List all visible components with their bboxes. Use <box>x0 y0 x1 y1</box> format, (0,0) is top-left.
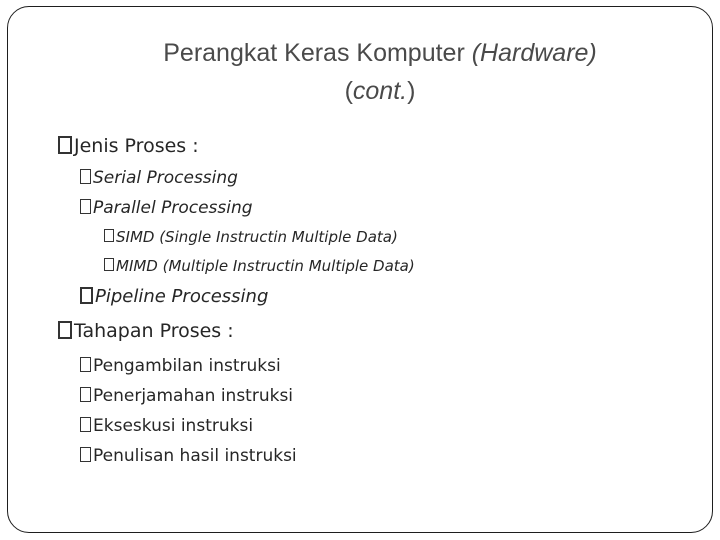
square-bullet-icon <box>80 199 91 214</box>
item-text: Ekseskusi instruksi <box>93 416 254 436</box>
square-bullet-icon <box>80 387 91 402</box>
title-italic: (Hardware) <box>471 39 597 67</box>
title-text: Perangkat Keras Komputer <box>163 39 472 67</box>
item-text: MIMD (Multiple Instructin Multiple Data) <box>116 257 415 275</box>
list-item <box>80 286 268 307</box>
item-text: Pengambilan instruksi <box>93 356 281 376</box>
square-bullet-icon <box>58 321 72 339</box>
list-item <box>80 446 297 466</box>
item-text: Penulisan hasil instruksi <box>93 446 297 466</box>
item-text: Penerjamahan instruksi <box>93 386 294 406</box>
square-bullet-icon <box>58 136 72 154</box>
square-bullet-icon <box>104 229 114 242</box>
title-paren-close: ) <box>407 77 416 105</box>
list-item <box>58 135 199 157</box>
square-bullet-icon <box>104 258 114 271</box>
list-item <box>80 416 253 436</box>
item-suffix: : <box>186 135 199 157</box>
square-bullet-icon <box>80 287 93 304</box>
item-text: Tahapan Proses <box>74 320 222 342</box>
item-suffix: : <box>221 320 234 342</box>
title-cont: cont. <box>352 77 408 105</box>
list-item <box>104 257 415 275</box>
square-bullet-icon <box>80 447 91 462</box>
item-text: Pipeline Processing <box>95 286 269 307</box>
square-bullet-icon <box>80 417 91 432</box>
list-item <box>80 386 293 406</box>
item-text: SIMD (Single Instructin Multiple Data) <box>116 228 398 246</box>
list-item <box>104 228 398 246</box>
list-item <box>58 320 234 342</box>
list-item <box>80 198 253 218</box>
list-item <box>80 168 238 188</box>
list-item <box>80 356 281 376</box>
title-paren-open: ( <box>344 77 353 105</box>
square-bullet-icon <box>80 357 91 372</box>
item-text: Jenis Proses <box>74 135 187 157</box>
item-text: Parallel Processing <box>93 198 253 218</box>
square-bullet-icon <box>80 169 91 184</box>
item-text: Serial Processing <box>93 168 238 188</box>
